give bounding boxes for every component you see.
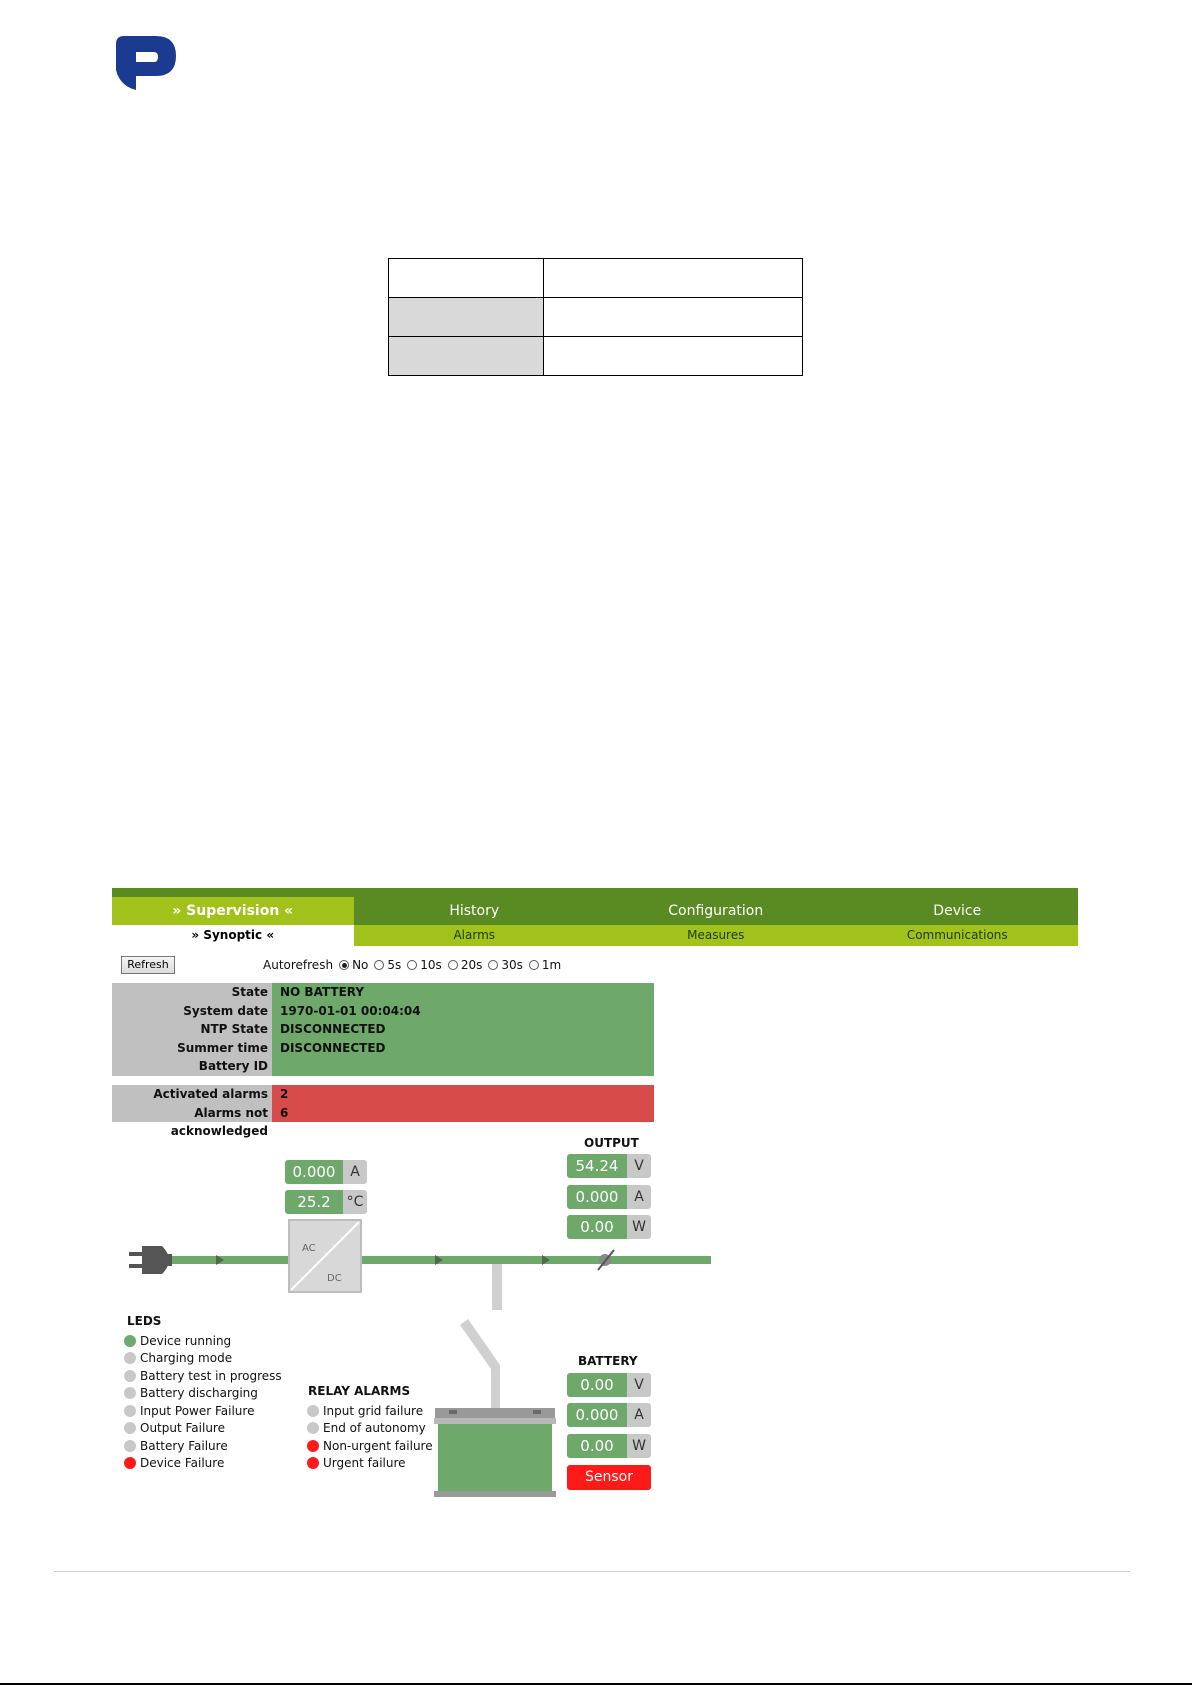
autorefresh-label: Autorefresh [263,958,334,972]
table-cell [389,298,544,337]
status-value-system-date: 1970-01-01 00:04:04 [280,1003,421,1018]
battery-current-gauge [567,1403,651,1427]
relay-alarm-label: Urgent failure [323,1456,406,1471]
relay-alarm-item [307,1402,433,1420]
charger-current-value: 0.000 [285,1160,343,1184]
led-label: Device running [140,1333,232,1348]
led-indicator-icon [124,1405,136,1417]
led-label: Battery Failure [140,1438,228,1453]
radio-label: 30s [501,958,523,972]
radio-label: No [352,958,369,972]
radio-label: 10s [420,958,442,972]
relay-indicator-icon [307,1440,319,1452]
status-value-summer-time: DISCONNECTED [280,1040,386,1055]
relay-alarm-label: Input grid failure [323,1403,424,1418]
converter-dc-label: DC [327,1273,342,1284]
subtab-synoptic[interactable]: » Synoptic « [112,925,354,946]
output-voltage-gauge [567,1154,651,1178]
leds-list [124,1332,282,1472]
subtab-alarms[interactable]: Alarms [453,928,496,942]
output-power-value: 0.00 [567,1215,627,1239]
led-label: Charging mode [140,1351,233,1366]
led-label: Device Failure [140,1456,225,1471]
relay-alarm-label: Non-urgent failure [323,1438,433,1453]
relay-alarms-title: RELAY ALARMS [308,1384,411,1398]
synoptic-screenshot [112,888,1078,1510]
table-cell [389,337,544,376]
charger-temperature-value: 25.2 [285,1190,343,1214]
output-current-unit: A [627,1185,651,1209]
radio-label: 5s [387,958,402,972]
status-value-state: NO BATTERY [280,985,365,999]
led-label: Output Failure [140,1421,225,1436]
led-indicator-icon [124,1440,136,1452]
charger-temperature-unit: °C [343,1190,367,1214]
output-voltage-unit: V [627,1154,651,1178]
battery-title: BATTERY [578,1354,638,1368]
tab-device[interactable]: Device [933,903,982,919]
subtab-measures[interactable]: Measures [687,928,745,942]
battery-voltage-value: 0.00 [567,1373,627,1397]
output-power-gauge [567,1215,651,1239]
battery-current-unit: A [627,1403,651,1427]
status-label-ntp-state: NTP State [200,1022,268,1036]
alarms-label-not-acknowledged: Alarms not acknowledged [170,1105,268,1138]
led-label: Battery test in progress [140,1368,282,1383]
charger-current-unit: A [343,1160,367,1184]
tab-history[interactable]: History [449,903,500,919]
converter-ac-label: AC [302,1243,316,1254]
status-label-summer-time: Summer time [177,1040,268,1055]
charger-current-gauge [285,1160,367,1184]
battery-voltage-unit: V [627,1373,651,1397]
led-item [124,1437,282,1455]
relay-indicator-icon [307,1422,319,1434]
relay-indicator-icon [307,1457,319,1469]
led-indicator-icon [124,1387,136,1399]
relay-indicator-icon [307,1405,319,1417]
table-cell [544,298,803,337]
power-line-output [401,1256,711,1264]
document-table [388,258,803,376]
battery-icon [434,1408,556,1497]
document-table-row [389,337,803,376]
battery-power-unit: W [627,1434,651,1458]
output-voltage-value: 54.24 [567,1154,627,1178]
led-item [124,1350,282,1368]
status-label-system-date: System date [183,1003,268,1018]
document-table-row [389,298,803,337]
alarms-value-activated: 2 [280,1087,289,1101]
ac-dc-converter-icon [289,1220,361,1292]
led-item [124,1332,282,1350]
subtab-communications[interactable]: Communications [906,928,1008,942]
led-label: Input Power Failure [140,1403,255,1418]
alarms-value-not-acknowledged: 6 [280,1105,289,1120]
led-indicator-icon [124,1370,136,1382]
alarms-label-activated: Activated alarms [153,1087,268,1101]
led-item [124,1367,282,1385]
status-value-ntp-state: DISCONNECTED [280,1022,386,1036]
battery-voltage-gauge [567,1373,651,1397]
battery-power-value: 0.00 [567,1434,627,1458]
company-logo [114,34,180,92]
table-cell [544,337,803,376]
radio-label: 20s [460,958,483,972]
relay-alarm-item [307,1455,433,1473]
relay-alarm-item [307,1420,433,1438]
status-label-battery-id: Battery ID [198,1059,268,1073]
relay-alarms-list [307,1402,433,1472]
led-item [124,1420,282,1438]
output-current-gauge [567,1185,651,1209]
battery-power-gauge [567,1434,651,1458]
output-power-unit: W [627,1215,651,1239]
radio-label: 1m [541,958,562,972]
power-line-input [167,1256,401,1264]
battery-current-value: 0.000 [567,1403,627,1427]
led-item [124,1385,282,1403]
led-indicator-icon [124,1352,136,1364]
led-indicator-icon [124,1422,136,1434]
document-table-row [389,259,803,298]
footer-divider [54,1571,1130,1572]
led-label: Battery discharging [140,1386,258,1401]
relay-alarm-item [307,1437,433,1455]
led-item [124,1455,282,1473]
tab-configuration[interactable]: Configuration [668,903,764,919]
charger-temperature-gauge [285,1190,367,1214]
refresh-button[interactable]: Refresh [121,956,175,974]
sensor-error-badge: Sensor Error [567,1465,651,1490]
tab-supervision[interactable]: » Supervision « [112,897,354,925]
table-cell [389,259,544,298]
status-label-state: State [231,985,268,999]
led-indicator-icon [124,1335,136,1347]
relay-alarm-label: End of autonomy [323,1421,426,1436]
led-item [124,1402,282,1420]
battery-line-top [492,1264,502,1310]
output-title: OUTPUT [584,1136,639,1150]
table-cell [544,259,803,298]
leds-title: LEDS [127,1314,162,1328]
plug-icon [129,1246,172,1274]
output-current-value: 0.000 [567,1185,627,1209]
battery-switch-icon [460,1319,500,1410]
led-indicator-icon [124,1457,136,1469]
